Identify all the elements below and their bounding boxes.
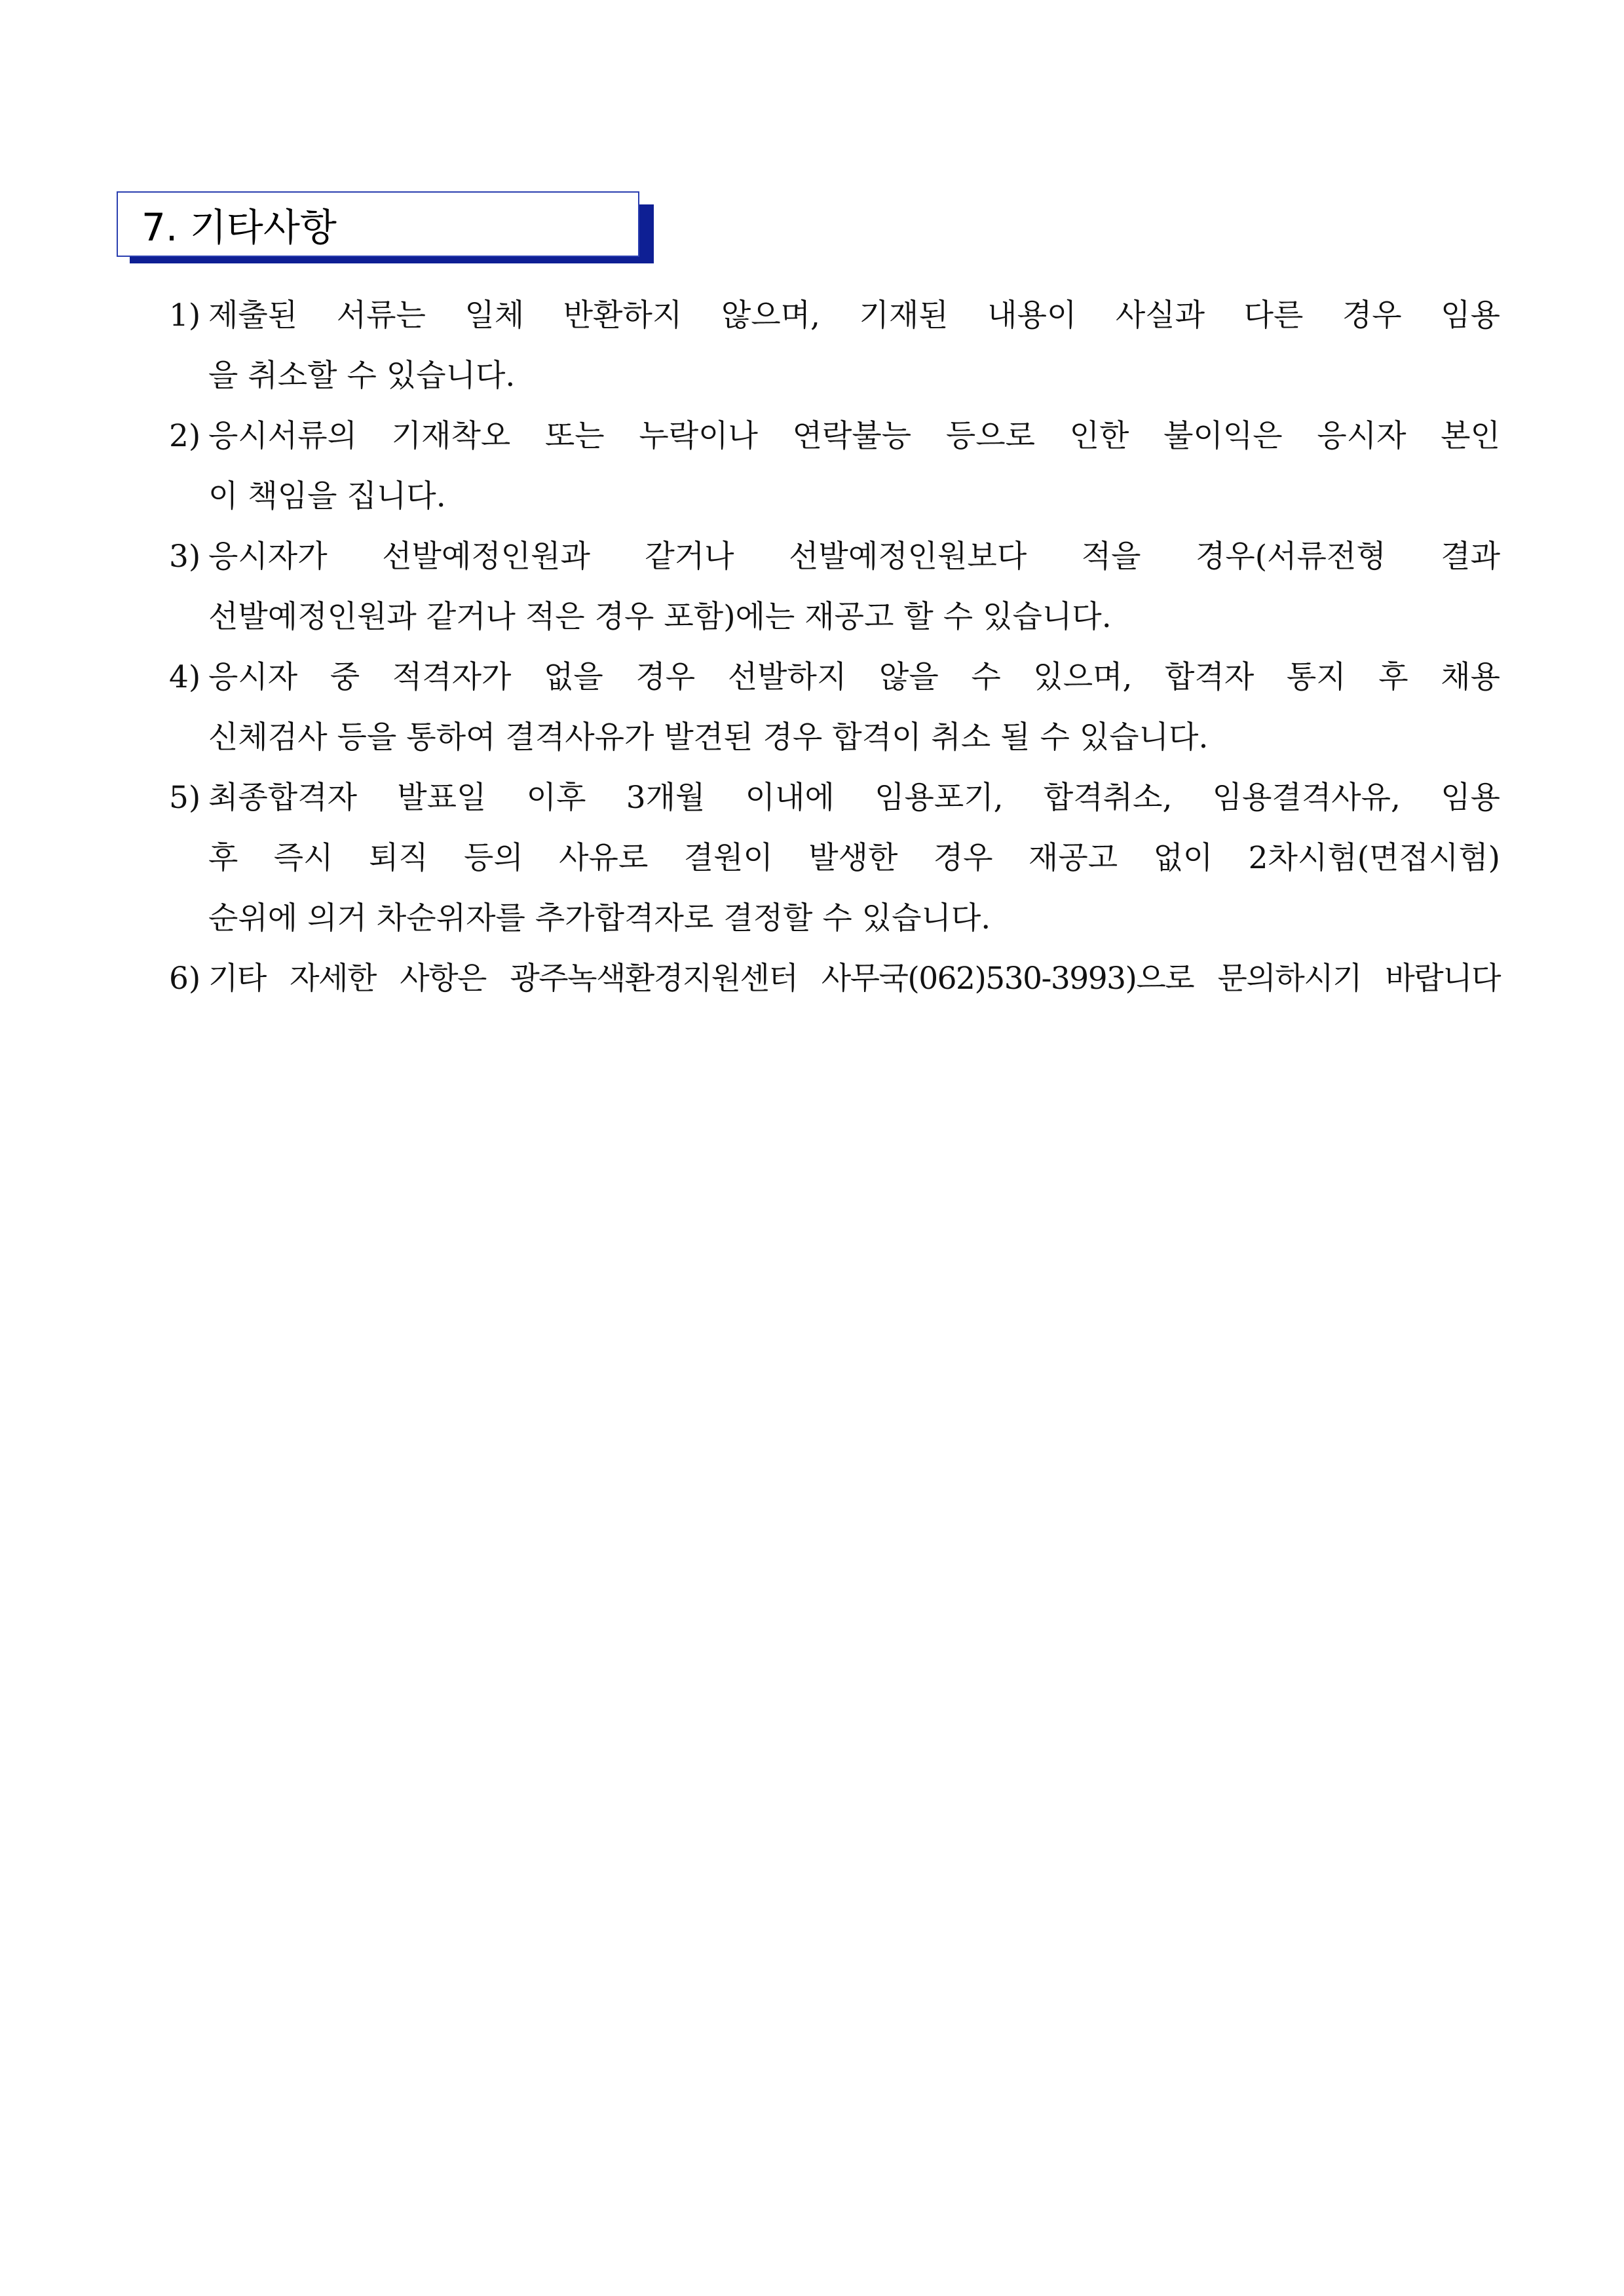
notice-number: 1) (169, 297, 201, 334)
notice-item-5 (169, 768, 1500, 949)
notice-line: 응시자가 선발예정인원과 같거나 선발예정인원보다 적을 경우(서류전형 결과 (208, 539, 1500, 575)
notice-number: 4) (169, 659, 201, 695)
notice-number: 2) (169, 418, 201, 454)
notice-line: 선발예정인원과 같거나 적은 경우 포함)에는 재공고 할 수 있습니다. (208, 599, 1112, 635)
notice-item-4 (169, 647, 1500, 768)
notice-line: 이 책임을 집니다. (208, 478, 446, 514)
notice-line: 응시자 중 적격자가 없을 경우 선발하지 않을 수 있으며, 합격자 통지 후 채용 (208, 659, 1500, 695)
notice-item-2 (169, 406, 1500, 527)
notice-number: 5) (169, 780, 201, 816)
notice-item-1 (169, 286, 1500, 406)
notice-line: 후 즉시 퇴직 등의 사유로 결원이 발생한 경우 재공고 없이 2차시험(면접시험) (208, 840, 1500, 876)
notice-line: 제출된 서류는 일체 반환하지 않으며, 기재된 내용이 사실과 다른 경우 임용 (208, 297, 1500, 334)
section-title: 7. 기타사항 (142, 205, 337, 250)
notice-line: 순위에 의거 차순위자를 추가합격자로 결정할 수 있습니다. (208, 900, 991, 936)
notice-line: 을 취소할 수 있습니다. (208, 358, 516, 394)
notice-number: 6) (169, 961, 201, 997)
notice-line: 기타 자세한 사항은 광주녹색환경지원센터 사무국(062)530-3993)으로 문의하시기 바랍니다 (208, 961, 1500, 997)
notice-item-6 (169, 949, 1500, 1009)
notice-number: 3) (169, 539, 201, 575)
section-header-box (117, 191, 639, 257)
notice-item-3 (169, 527, 1500, 647)
notice-line: 신체검사 등을 통하여 결격사유가 발견된 경우 합격이 취소 될 수 있습니다. (208, 719, 1209, 756)
notice-line: 최종합격자 발표일 이후 3개월 이내에 임용포기, 합격취소, 임용결격사유, 임용 (208, 780, 1500, 816)
notice-list (169, 286, 1500, 1009)
notice-line: 응시서류의 기재착오 또는 누락이나 연락불능 등으로 인한 불이익은 응시자 본인 (208, 418, 1500, 454)
section-header (117, 191, 641, 258)
